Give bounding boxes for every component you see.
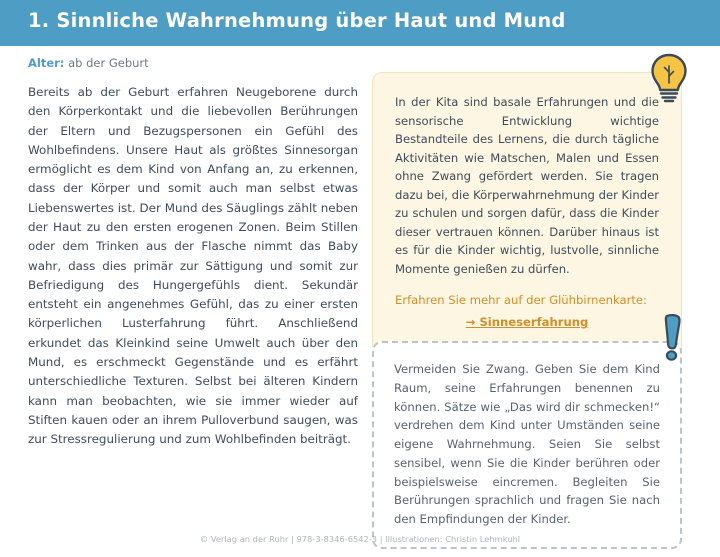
age-value: ab der Geburt <box>68 56 149 70</box>
info-box <box>372 72 682 355</box>
age-line <box>28 56 149 70</box>
page-header <box>0 0 720 46</box>
info-box-more-text: Erfahren Sie mehr auf der Glühbirnenkarte: <box>395 293 647 308</box>
page-title: 1. Sinnliche Wahrnehmung über Haut und Mund <box>28 9 566 32</box>
age-label: Alter: <box>28 56 65 70</box>
warning-box-text: Vermeiden Sie Zwang. Geben Sie dem Kind Raum, seine Erfahrungen benennen zu können. Sätze wie „Das wird dir schmecken!“ verdrehen dem Kind unter Umständen seine eigene Wahrnehmung. Seien Sie selbst sensibel, wenn Sie die Kinder berühren oder beispielsweise eincremen. Begleiten Sie Berührungen sprachlich und fragen Sie nach den Empfindungen der Kinder. <box>394 362 660 527</box>
info-box-text: In der Kita sind basale Erfahrungen und die sensorische Entwicklung wichtige Bestandteile des Lernens, die durch tägliche Aktivitäten wie Matschen, Malen und Essen ohne Zwang gefördert werden. Sie tragen dazu bei, die Körperwahrnehmung der Kinder zu schulen und sorgen dafür, dass die Kinder dieser vertrauen können. Darüber hinaus ist es für die Kinder wichtig, lustvolle, sinnliche Momente genießen zu dürfen. <box>395 95 659 276</box>
lightbulb-icon <box>645 52 693 104</box>
exclamation-mark-icon <box>655 313 689 361</box>
footer-credits: © Verlag an der Ruhr | 978-3-8346-6542-3 | Illustrationen: Christin Lehmkuhl <box>199 534 521 544</box>
info-box-more-link[interactable]: → Sinneserfahrung <box>465 315 589 330</box>
warning-box <box>372 341 682 549</box>
main-body-text: Bereits ab der Geburt erfahren Neugeborene durch den Körperkontakt und die liebevollen Berührungen der Eltern und Bezugspersonen ein Gefühl des Wohlbefindens. Unsere Haut als größtes Sinnesorgan ermöglicht es dem Kind von Anfang an, zu erkennen, dass der Körper und somit auch man selbst etwas Liebenswertes ist. Der Mund des Säuglings zählt neben der Haut zu den ersten erogenen Zonen. Beim Stillen oder dem Trinken aus der Flasche nimmt das Baby wahr, dass dies primär zur Sättigung und somit zur Befriedigung des Hungergefühls dient. Sekundär entsteht ein angenehmes Gefühl, das zu einer ersten körperlichen Lusterfahrung führt. Anschließend erkundet das Kleinkind seine Umwelt auch über den Mund, es erschmeckt Gegenstände und es erfährt unterschiedliche Texturen. Selbst bei älteren Kindern kann man beobachten, wie sie immer wieder auf Stiften kauen oder an ihrem Pulloverbund saugen, was zur Stressregulierung und zum Wohlbefinden beiträgt. <box>28 85 358 447</box>
